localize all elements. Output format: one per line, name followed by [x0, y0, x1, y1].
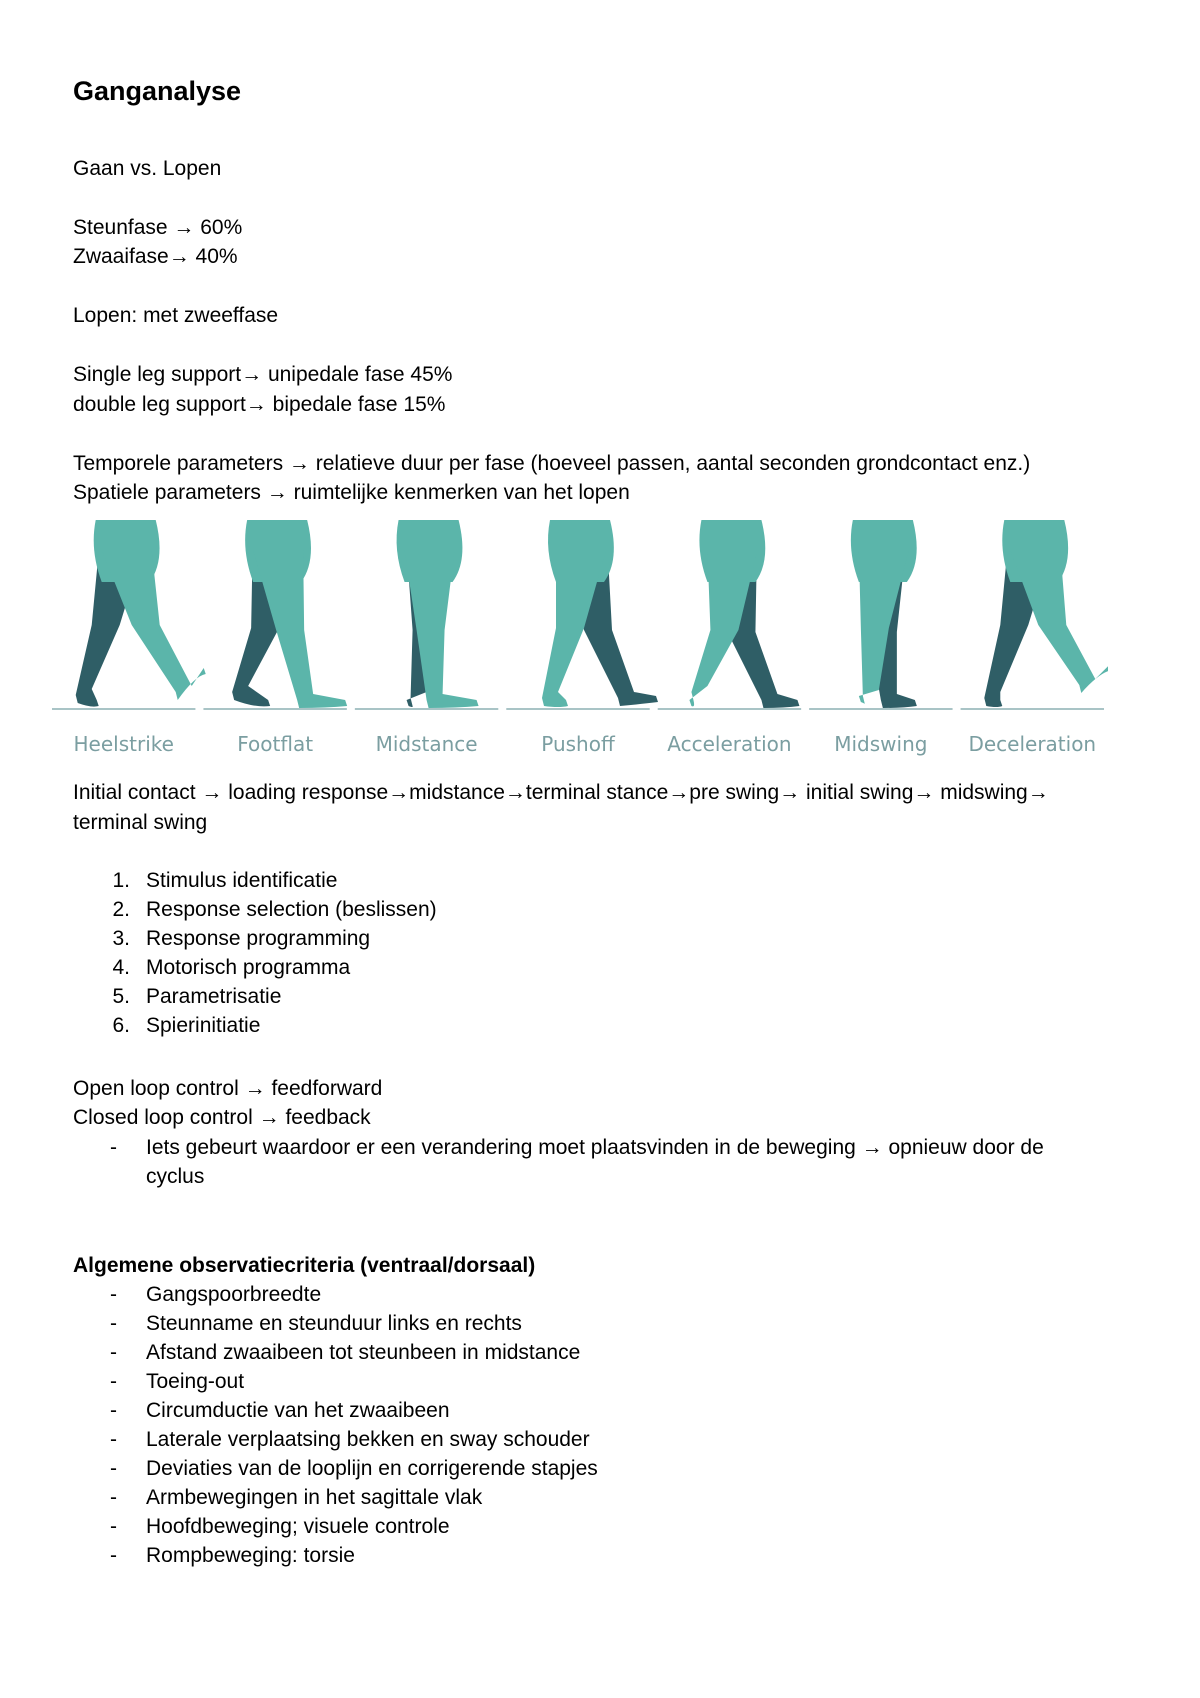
bullet-dash: - — [110, 1136, 117, 1159]
list-item — [73, 1367, 1133, 1396]
closed-loop-bullet — [73, 1133, 1133, 1191]
gait-phase-label: Pushoff — [541, 732, 615, 756]
bullet-dash: - — [110, 1544, 117, 1567]
list-item-text: Gangspoorbreedte — [146, 1283, 322, 1306]
gait-phase-figure — [658, 520, 801, 756]
closed-loop-line: Closed loop control → feedback — [73, 1106, 371, 1129]
bullet-dash: - — [110, 1457, 117, 1480]
list-item-text: Stimulus identificatie — [146, 869, 338, 892]
list-item — [73, 953, 1133, 982]
gait-phase-figure — [52, 520, 206, 756]
list-item — [73, 1483, 1133, 1512]
swing-phase-line: Zwaaifase→ 40% — [73, 245, 238, 268]
bullet-dash: - — [110, 1486, 117, 1509]
gait-sequence-line-1: Initial contact → loading response→midstance→terminal stance→pre swing→ initial swing→ midswing→ — [73, 781, 1049, 804]
list-item — [73, 1011, 1133, 1040]
list-item-text: Rompbeweging: torsie — [146, 1544, 355, 1567]
page-title: Ganganalyse — [73, 76, 242, 106]
list-item — [73, 1309, 1133, 1338]
list-number: 2. — [112, 898, 130, 921]
temporal-parameters-line: Temporele parameters → relatieve duur per fase (hoeveel passen, aantal seconden grondcontact enz.) — [73, 452, 1031, 475]
gait-phase-figure — [809, 520, 952, 756]
spatial-parameters-line: Spatiele parameters → ruimtelijke kenmerken van het lopen — [73, 481, 630, 504]
intro-line: Gaan vs. Lopen — [73, 157, 222, 180]
criteria-list — [73, 1280, 1133, 1570]
list-item-text: Deviaties van de looplijn en corrigerende stapjes — [146, 1457, 598, 1480]
list-item — [73, 982, 1133, 1011]
list-item-text: Hoofdbeweging; visuele controle — [146, 1515, 450, 1538]
list-number: 5. — [112, 985, 130, 1008]
list-item — [73, 1425, 1133, 1454]
stance-phase-line: Steunfase → 60% — [73, 216, 243, 239]
list-item-text: Spierinitiatie — [146, 1014, 261, 1037]
gait-sequence-line-2: terminal swing — [73, 811, 208, 834]
gait-phase-figure — [506, 520, 658, 756]
list-item — [73, 924, 1133, 953]
bullet-dash: - — [110, 1283, 117, 1306]
list-item — [73, 1541, 1133, 1570]
criteria-heading: Algemene observatiecriteria (ventraal/dorsaal) — [73, 1254, 536, 1277]
gait-phase-label: Heelstrike — [73, 732, 174, 756]
list-item — [73, 1512, 1133, 1541]
list-item-text: Circumductie van het zwaaibeen — [146, 1399, 450, 1422]
list-item-text: Response selection (beslissen) — [146, 898, 437, 921]
list-item-text: Steunname en steunduur links en rechts — [146, 1312, 522, 1335]
open-loop-line: Open loop control → feedforward — [73, 1077, 383, 1100]
list-item-text: Motorisch programma — [146, 956, 351, 979]
gait-phase-label: Deceleration — [968, 732, 1097, 756]
list-number: 4. — [112, 956, 130, 979]
list-item — [73, 1454, 1133, 1483]
gait-phase-label: Footflat — [237, 732, 314, 756]
list-item — [73, 895, 1133, 924]
bullet-dash: - — [110, 1515, 117, 1538]
gait-phase-figure — [355, 520, 498, 756]
list-item-text: Parametrisatie — [146, 985, 282, 1008]
list-item — [73, 1338, 1133, 1367]
list-item — [73, 1280, 1133, 1309]
bullet-dash: - — [110, 1370, 117, 1393]
gait-phase-label: Midstance — [375, 732, 478, 756]
list-item-text: Afstand zwaaibeen tot steunbeen in midstance — [146, 1341, 581, 1364]
motor-steps-list — [73, 866, 1133, 1040]
list-item — [73, 1133, 1133, 1191]
list-item — [73, 866, 1133, 895]
bullet-dash: - — [110, 1428, 117, 1451]
bullet-dash: - — [110, 1341, 117, 1364]
gait-phase-label: Acceleration — [667, 732, 792, 756]
gait-phase-figure — [203, 520, 347, 756]
closed-loop-bullet-text-1: Iets gebeurt waardoor er een verandering moet plaatsvinden in de beweging → opnieuw door de — [146, 1136, 1044, 1159]
gait-cycle-illustration — [48, 520, 1108, 770]
list-number: 1. — [112, 869, 130, 892]
running-line: Lopen: met zweeffase — [73, 304, 279, 327]
gait-cycle-figure — [48, 520, 1108, 770]
closed-loop-bullet-text-2: cyclus — [146, 1165, 205, 1188]
gait-phase-figure — [961, 520, 1108, 756]
gait-phase-label: Midswing — [834, 732, 928, 756]
list-item — [73, 1396, 1133, 1425]
list-number: 6. — [112, 1014, 130, 1037]
double-support-line: double leg support→ bipedale fase 15% — [73, 393, 446, 416]
list-item-text: Armbewegingen in het sagittale vlak — [146, 1486, 483, 1509]
list-item-text: Response programming — [146, 927, 371, 950]
list-item-text: Laterale verplaatsing bekken en sway schouder — [146, 1428, 590, 1451]
bullet-dash: - — [110, 1312, 117, 1335]
list-number: 3. — [112, 927, 130, 950]
single-support-line: Single leg support→ unipedale fase 45% — [73, 363, 453, 386]
bullet-dash: - — [110, 1399, 117, 1422]
list-item-text: Toeing-out — [146, 1370, 245, 1393]
